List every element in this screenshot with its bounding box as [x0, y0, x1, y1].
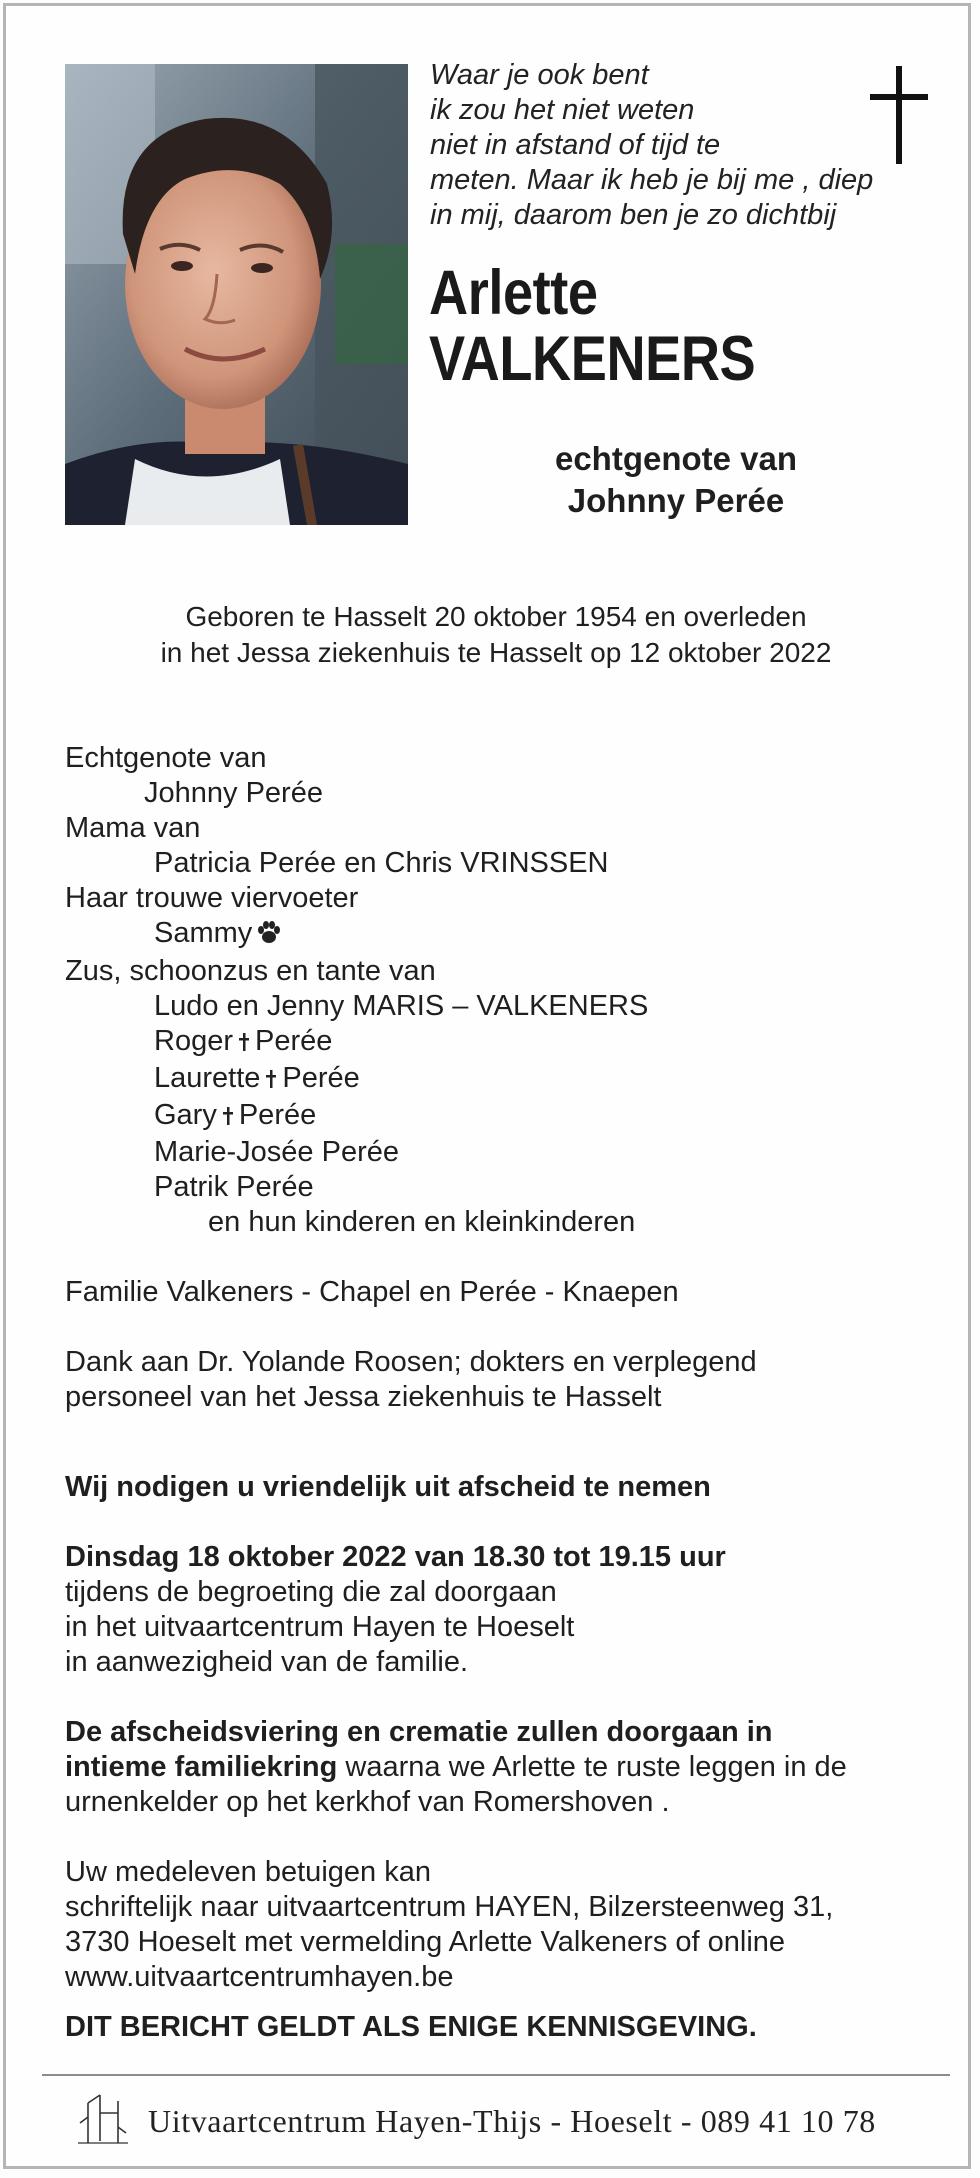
sibling-line: Patrik Perée: [154, 1171, 314, 1203]
hayen-logo-icon: [74, 2093, 130, 2150]
dagger-icon: [222, 1100, 234, 1135]
sibling-line: Marie-Josée Perée: [154, 1136, 399, 1168]
pet-label-line: Haar trouwe viervoeter: [65, 882, 359, 914]
thanks-line: Dank aan Dr. Yolande Roosen; dokters en verplegend: [65, 1346, 757, 1378]
sibling-last: Perée: [255, 1025, 333, 1057]
visitation-line: in aanwezigheid van de familie.: [65, 1646, 469, 1678]
dagger-icon: [265, 1063, 277, 1098]
deceased-name: [429, 260, 755, 392]
portrait-photo: [65, 64, 408, 525]
sibling-line: [65, 1024, 965, 1061]
sibling-first: Gary: [154, 1099, 217, 1131]
sibling-last: Perée: [238, 1099, 317, 1131]
obituary-body: [65, 741, 965, 2045]
last-name: VALKENERS: [429, 324, 756, 394]
visitation-line: in het uitvaartcentrum Hayen te Hoeselt: [65, 1611, 575, 1643]
pet-line: [65, 916, 965, 954]
ceremony-line: [65, 1750, 965, 1785]
families-line: Familie Valkeners - Chapel en Perée - Knaepen: [65, 1276, 679, 1308]
poem-line: niet in afstand of tijd te: [430, 129, 721, 161]
visitation-date: Dinsdag 18 oktober 2022 van 18.30 tot 19.15 uur: [65, 1541, 726, 1573]
poem-line: meten. Maar ik heb je bij me , diep: [430, 164, 874, 196]
ceremony-bold: intieme familiekring: [65, 1751, 338, 1783]
poem-line: Waar je ook bent: [430, 59, 649, 91]
sibling-first: Laurette: [154, 1062, 261, 1094]
death-line: in het Jessa ziekenhuis te Hasselt op 12 oktober 2022: [160, 637, 832, 668]
footer-divider: [42, 2074, 950, 2076]
condolence-line: Uw medeleven betuigen kan: [65, 1856, 431, 1888]
ceremony-rest: waarna we Arlette te ruste leggen in de: [337, 1751, 847, 1783]
footer-text: Uitvaartcentrum Hayen-Thijs - Hoeselt - 089 41 10 78: [148, 2102, 876, 2139]
poem: [430, 58, 910, 233]
thanks-line: personeel van het Jessa ziekenhuis te Hasselt: [65, 1381, 662, 1413]
pet-name: Sammy: [154, 917, 253, 949]
visitation-line: tijdens de begroeting die zal doorgaan: [65, 1576, 557, 1608]
mother-label-line: Mama van: [65, 812, 201, 844]
invitation-heading: Wij nodigen u vriendelijk uit afscheid te nemen: [65, 1471, 711, 1503]
footer: [74, 2086, 954, 2156]
condolence-line: 3730 Hoeselt met vermelding Arlette Valkeners of online: [65, 1926, 786, 1958]
first-name: Arlette: [429, 258, 598, 328]
sibling-line: [65, 1061, 965, 1098]
spouse-label: echtgenote van: [554, 440, 798, 477]
ceremony-line: De afscheidsviering en crematie zullen doorgaan in: [65, 1716, 773, 1748]
notice-line: DIT BERICHT GELDT ALS ENIGE KENNISGEVING.: [65, 2011, 757, 2043]
dagger-icon: [238, 1026, 250, 1061]
siblings-label-line: Zus, schoonzus en tante van: [65, 955, 436, 987]
sibling-last: Perée: [282, 1062, 360, 1094]
children-line: Patricia Perée en Chris VRINSSEN: [154, 847, 609, 879]
birth-line: Geboren te Hasselt 20 oktober 1954 en overleden: [185, 601, 807, 632]
paw-icon: [256, 919, 282, 954]
grandchildren-line: en hun kinderen en kleinkinderen: [208, 1206, 636, 1238]
birth-death-info: [66, 599, 926, 671]
condolence-url[interactable]: www.uitvaartcentrumhayen.be: [65, 1961, 454, 1993]
cross-icon: [870, 66, 928, 169]
condolence-line: schriftelijk naar uitvaartcentrum HAYEN, Bilzersteenweg 31,: [65, 1891, 834, 1923]
spouse-label-line: Echtgenote van: [65, 742, 267, 774]
spouse-heading: [456, 438, 896, 522]
spouse-name: Johnny Perée: [567, 482, 785, 519]
sibling-line: [65, 1098, 965, 1135]
sibling-first: Roger: [154, 1025, 233, 1057]
poem-line: ik zou het niet weten: [430, 94, 695, 126]
spouse-name-line: Johnny Perée: [144, 777, 323, 809]
sibling-line: Ludo en Jenny MARIS – VALKENERS: [154, 990, 649, 1022]
poem-line: in mij, daarom ben je zo dichtbij: [430, 199, 837, 231]
ceremony-line: urnenkelder op het kerkhof van Romershoven .: [65, 1786, 670, 1818]
obituary-card: [3, 3, 971, 2169]
